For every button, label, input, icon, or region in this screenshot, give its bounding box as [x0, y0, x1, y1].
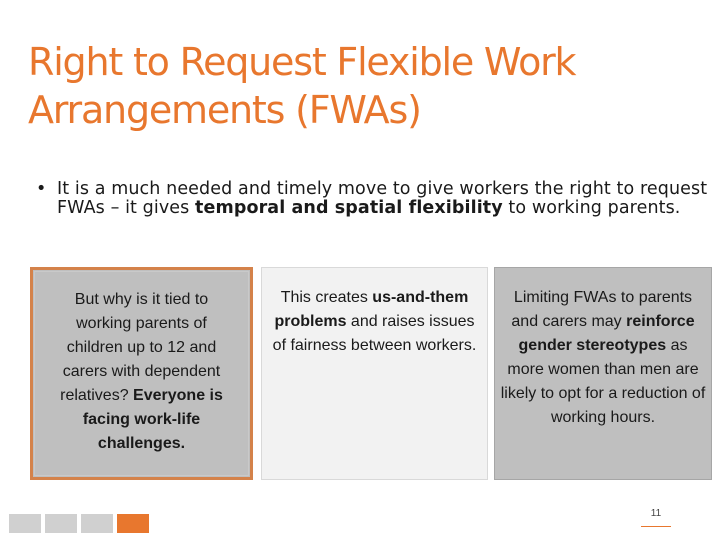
bullet-text-bold: temporal and spatial flexibility	[195, 198, 503, 218]
bullet-marker: •	[36, 179, 47, 199]
bullet-text-start: It is a much needed and timely move to give workers the right to request FWAs – it gives	[57, 179, 708, 218]
box-right-text-1: Limiting FWAs to parents and carers may	[511, 289, 693, 330]
footer-tile-2	[45, 514, 77, 533]
box-mid-text-2: and raises issues of fairness between workers.	[272, 313, 477, 354]
footer-tile-4	[117, 514, 149, 533]
page-number: 11	[650, 508, 662, 519]
box-left-bold: Everyone is facing work-life challenges.	[82, 387, 223, 452]
box-left-text: But why is it tied to working parents of children up to 12 and carers with dependent relatives?	[60, 291, 221, 404]
box-right-text-2: as more women than men are likely to opt for a reduction of working hours.	[500, 337, 706, 426]
box-mid-text-1: This creates	[280, 289, 373, 306]
slide-title-line-1: Right to Request Flexible Work	[28, 40, 576, 84]
footer-tile-1	[9, 514, 41, 533]
bullet-text-end: to working parents.	[502, 198, 681, 218]
box-everyone-work-life	[30, 267, 253, 480]
footer-tile-3	[81, 514, 113, 533]
bullet-point	[36, 180, 712, 218]
box-gender-stereotypes	[494, 267, 712, 480]
box-mid-bold: us-and-them problems	[274, 289, 469, 330]
slide-title-line-2: Arrangements (FWAs)	[28, 88, 421, 132]
bullet-text	[36, 180, 712, 218]
page-number-underline	[641, 526, 671, 527]
box-right-bold: reinforce gender stereotypes	[518, 313, 695, 354]
box-us-and-them	[261, 267, 488, 480]
slide-title	[28, 38, 708, 134]
